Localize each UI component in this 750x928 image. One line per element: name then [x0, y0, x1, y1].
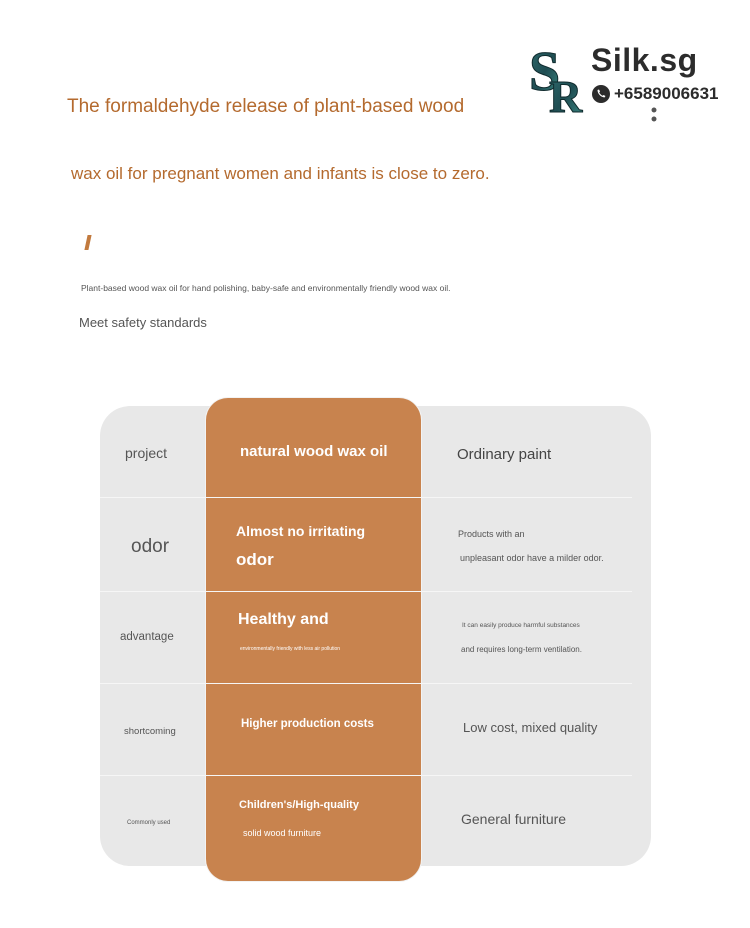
- safety-standards-label: Meet safety standards: [79, 315, 207, 330]
- row-label-odor: odor: [131, 536, 170, 557]
- paint-advantage-line-1: It can easily produce harmful substances: [462, 622, 580, 629]
- svg-text:S: S: [529, 41, 561, 103]
- wax-oil-shortcoming: Higher production costs: [241, 718, 374, 730]
- row-divider: [100, 591, 632, 592]
- wax-oil-odor-line-1: Almost no irritating: [236, 523, 366, 539]
- header-wax-oil: natural wood wax oil: [240, 443, 388, 460]
- paint-advantage-line-2: and requires long-term ventilation.: [461, 645, 582, 654]
- page-title-line-1: The formaldehyde release of plant-based wood: [67, 96, 465, 117]
- row-label-shortcoming: shortcoming: [124, 726, 176, 737]
- product-description: Plant-based wood wax oil for hand polishing, baby-safe and environmentally friendly wood wax oil.: [81, 283, 451, 293]
- paint-shortcoming: Low cost, mixed quality: [463, 720, 598, 735]
- page-title-line-2: wax oil for pregnant women and infants is close to zero.: [71, 164, 490, 183]
- brand-logo: [527, 38, 717, 122]
- row-divider: [100, 497, 632, 498]
- sr-monogram-icon: [527, 38, 589, 114]
- wax-oil-usage-line-2: solid wood furniture: [243, 828, 322, 838]
- paint-odor-line-1: Products with an: [458, 529, 525, 539]
- wax-oil-odor-line-2: odor: [236, 550, 274, 569]
- whatsapp-icon: [591, 84, 611, 104]
- wax-oil-advantage-line-1: Healthy and: [238, 611, 329, 628]
- wax-oil-advantage-line-2: environmentally friendly with less air pollution: [240, 646, 341, 652]
- paint-odor-line-2: unpleasant odor have a milder odor.: [460, 553, 604, 563]
- paint-usage: General furniture: [461, 811, 567, 827]
- row-divider: [100, 683, 632, 684]
- phone-number: +6589006631: [614, 84, 719, 103]
- row-label-advantage: advantage: [120, 631, 174, 643]
- row-label-commonly-used: Commonly used: [127, 820, 171, 826]
- header-project: project: [125, 445, 168, 461]
- row-divider: [100, 775, 632, 776]
- more-dots-icon: [651, 106, 657, 126]
- brand-name: Silk.sg: [591, 42, 698, 78]
- wax-oil-usage-line-1: Children's/High-quality: [239, 799, 359, 811]
- header-ordinary-paint: Ordinary paint: [457, 446, 552, 463]
- svg-text:R: R: [549, 71, 583, 114]
- accent-mark: [84, 235, 91, 250]
